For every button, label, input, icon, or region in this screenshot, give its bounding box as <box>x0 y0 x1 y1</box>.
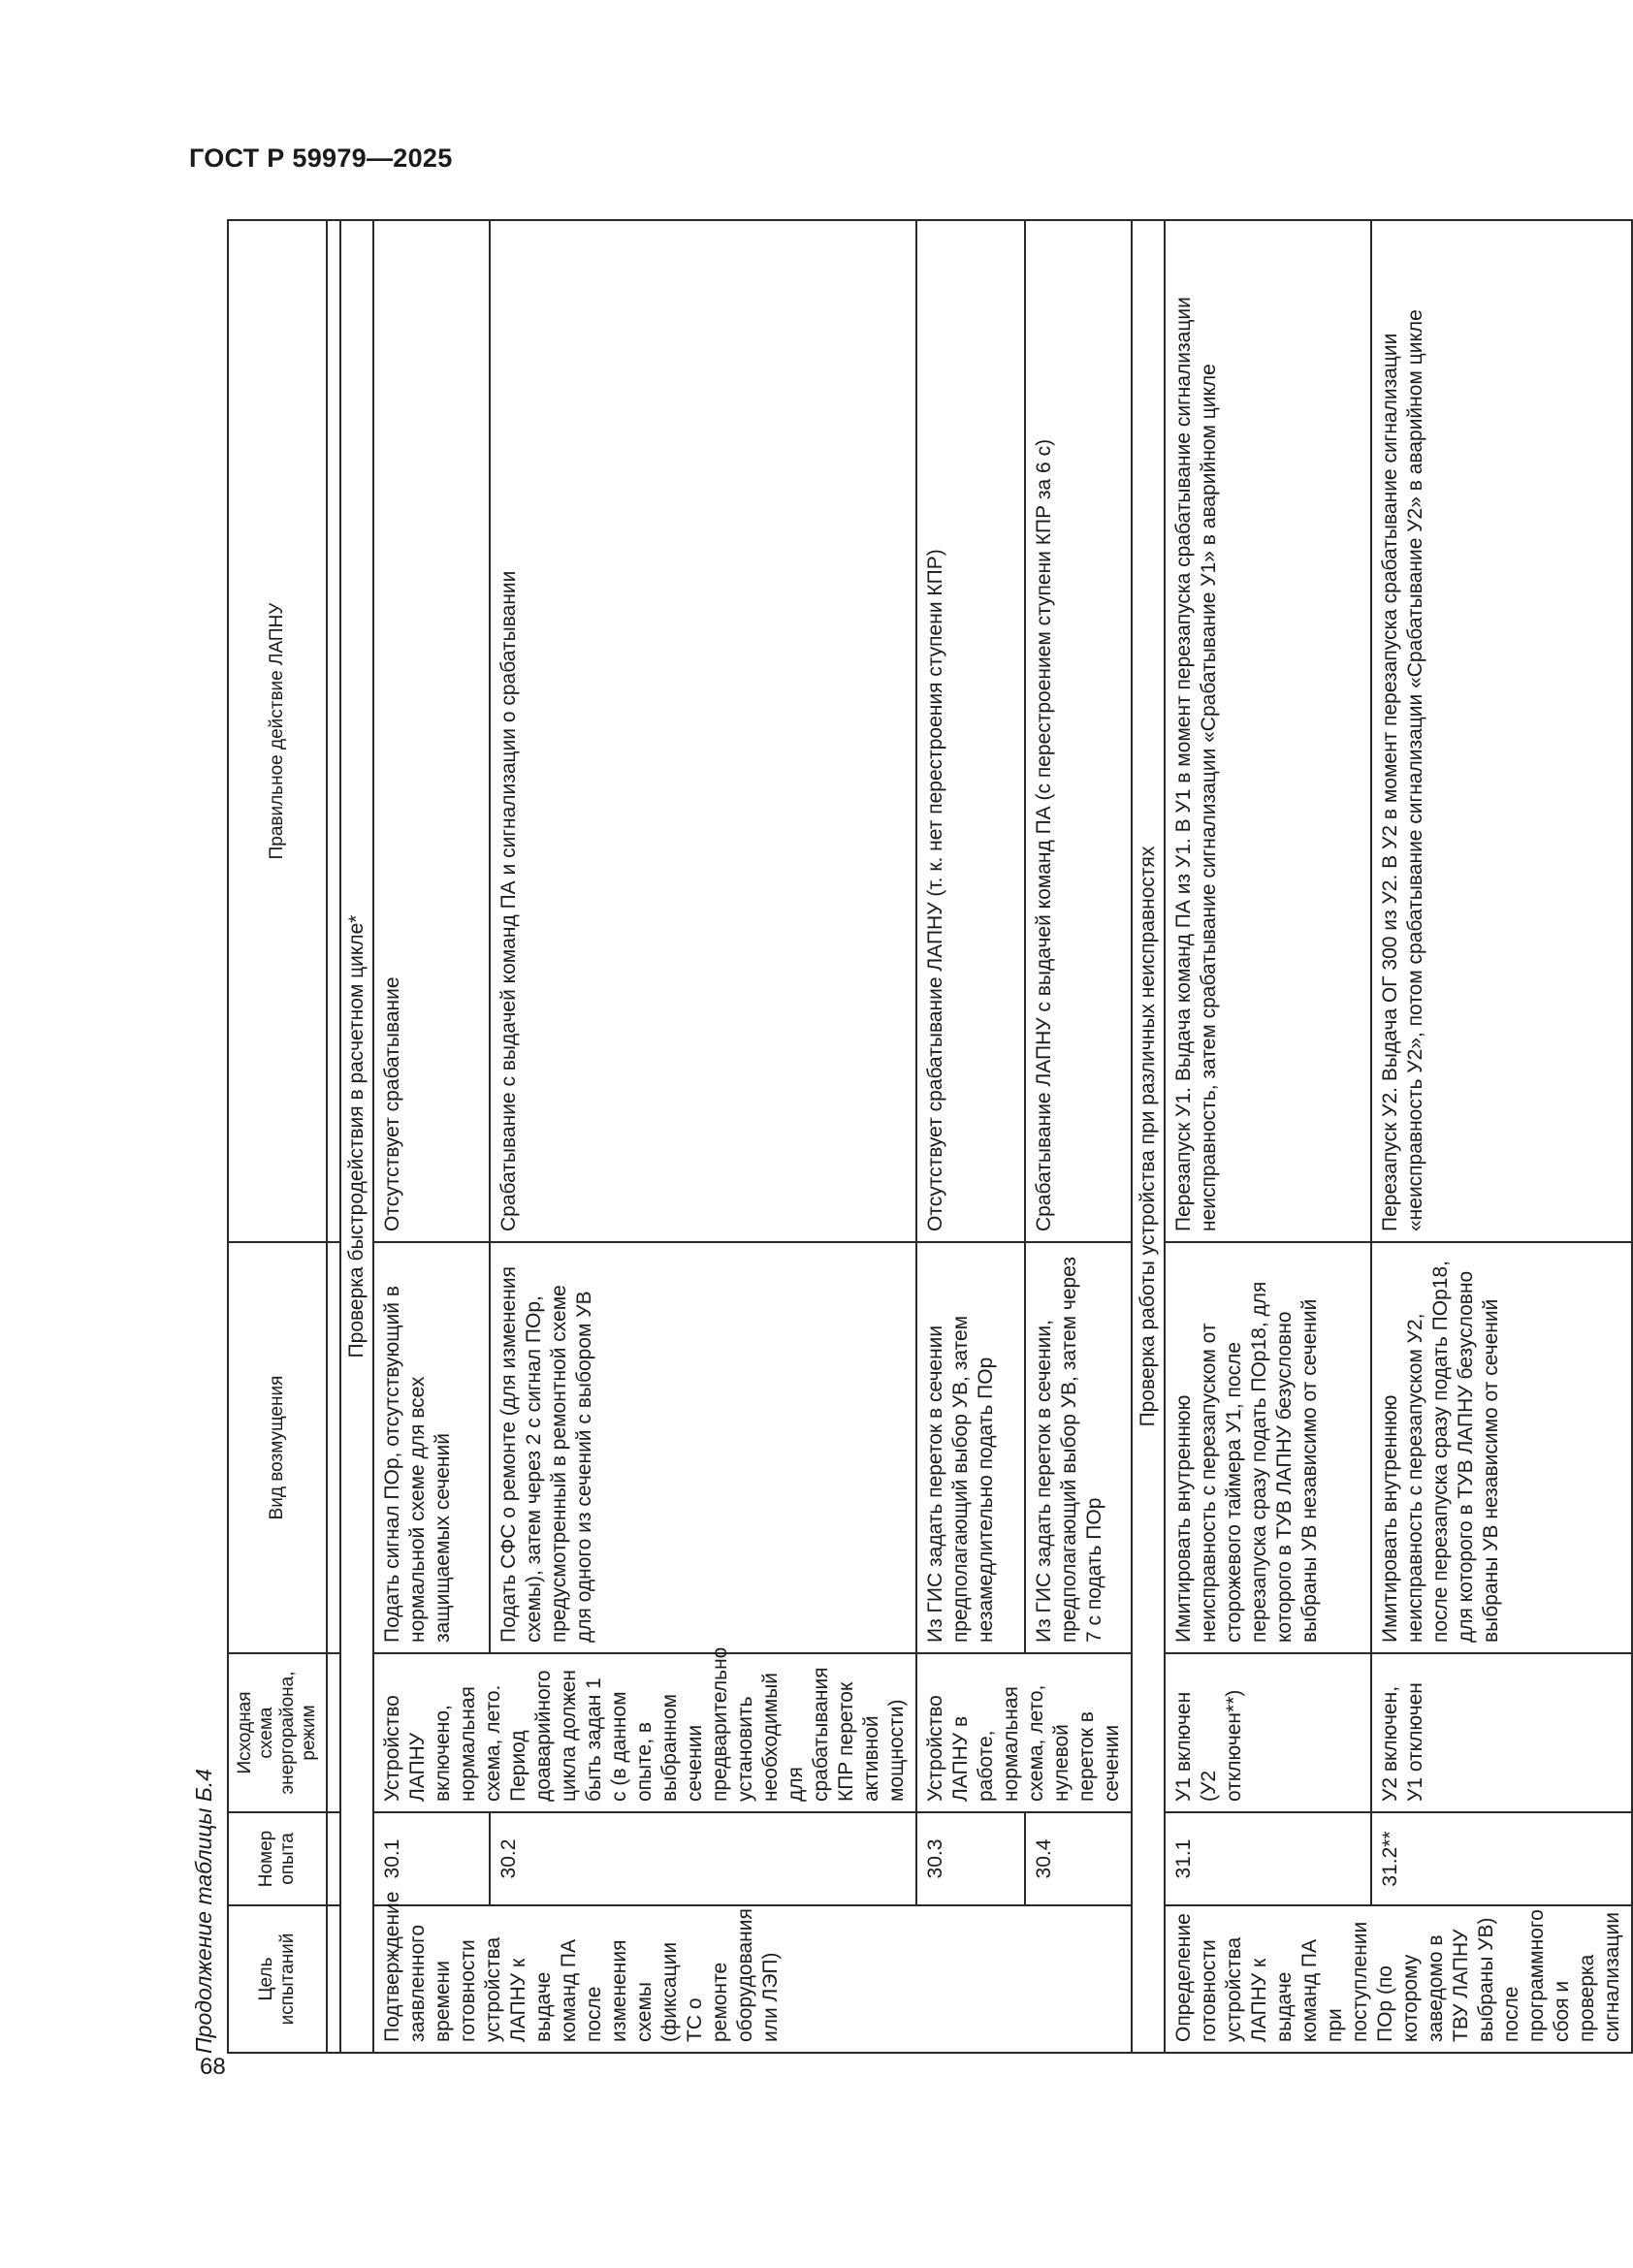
test-number: 30.3 <box>916 1812 1025 1905</box>
test-number: 30.2 <box>490 1812 916 1905</box>
section-title: Проверка работы устройства при различных неисправностях <box>1132 220 1165 2053</box>
col-header-number: Номер опыта <box>228 1812 327 1905</box>
spacer-cell <box>327 1242 340 1653</box>
table-row <box>1165 220 1371 2053</box>
col-header-action: Правильное действие ЛАПНУ <box>228 220 327 1242</box>
spacer-cell <box>327 1905 340 2053</box>
col-header-goal: Цель испытаний <box>228 1905 327 2053</box>
action-cell: Отсутствует срабатывание ЛАПНУ (т. к. нет перестроения ступени КПР) <box>916 220 1025 1242</box>
test-table <box>227 219 1633 2054</box>
section-row-faults <box>1132 220 1165 2053</box>
spacer-cell <box>327 220 340 1242</box>
section-row-speed <box>340 220 373 2053</box>
impact-cell: Подать СФС о ремонте (для изменения схемы), затем через 2 с сигнал ПОр, предусмотренный в ремонтной схеме для одного из сечений с выбором УВ <box>490 1242 916 1653</box>
action-cell: Срабатывание с выдачей команд ПА и сигнализации о срабатывании <box>490 220 916 1242</box>
impact-cell: Имитировать внутреннюю неисправность с перезапуском от сторожевого таймера У1, после перезапуска сразу подать ПОр18, для которого в ТУВ ЛАПНУ безусловно выбраны УВ независимо от сечений <box>1165 1242 1371 1653</box>
test-number: 31.1 <box>1165 1812 1371 1905</box>
goal-cell: Подтверждение заявленного времени готовности устройства ЛАПНУ к выдаче команд ПА после изменения схемы (фиксации ТС о ремонте оборудования или ЛЭП) <box>373 1905 1132 2053</box>
table-header-row <box>228 220 327 2053</box>
action-cell: Перезапуск У2. Выдача ОГ 300 из У2. В У2 в момент перезапуска срабатывание сигнализации «неисправность У2», потом срабатывание сигнализации «Срабатывание У2» в аварийном цикле <box>1371 220 1632 1242</box>
table-row <box>916 220 1025 2053</box>
col-header-impact: Вид возмущения <box>228 1242 327 1653</box>
scheme-cell: Устройство ЛАПНУ в работе, нормальная схема, лето, нулевой переток в сечении <box>916 1653 1132 1812</box>
action-cell: Отсутствует срабатывание <box>373 220 490 1242</box>
impact-cell: Из ГИС задать переток в сечении, предполагающий выбор УВ, затем через 7 с подать ПОр <box>1025 1242 1132 1653</box>
test-number: 31.2** <box>1371 1812 1632 1905</box>
col-header-scheme: Исходная схема энергорайона, режим <box>228 1653 327 1812</box>
impact-cell: Имитировать внутреннюю неисправность с перезапуском У2, после перезапуска сразу подать ПОр18, для которого в ТУВ ЛАПНУ безусловно выбраны УВ независимо от сечений <box>1371 1242 1632 1653</box>
rotated-table-page <box>184 221 1623 2054</box>
table-row <box>1371 220 1632 2053</box>
document-header: ГОСТ Р 59979—2025 <box>189 144 453 173</box>
header-spacer-row <box>327 220 340 2053</box>
scheme-cell: У1 включен (У2 отключен**) <box>1165 1653 1371 1812</box>
goal-cell: Определение готовности устройства ЛАПНУ к выдаче команд ПА при поступлении ПОр (по которому заведомо в ТВУ ЛАПНУ выбраны УВ) после программного сбоя и проверка сигнализации <box>1165 1905 1632 2053</box>
page-number: 68 <box>200 2054 226 2080</box>
table-caption: Продолжение таблицы Б.4 <box>191 1769 216 2054</box>
action-cell: Перезапуск У1. Выдача команд ПА из У1. В У1 в момент перезапуска срабатывание сигнализации неисправность, затем срабатывание сигнализации «Срабатывание У1» в аварийном цикле <box>1165 220 1371 1242</box>
impact-cell: Из ГИС задать переток в сечении предполагающий выбор УВ, затем незамедлительно подать ПОр <box>916 1242 1025 1653</box>
action-cell: Срабатывание ЛАПНУ с выдачей команд ПА (с перестроением ступени КПР за 6 с) <box>1025 220 1132 1242</box>
scheme-cell: Устройство ЛАПНУ включено, нормальная схема, лето. Период доаварийного цикла должен быть задан 1 с (в данном опыте, в выбранном сечении предварительно установить необходимый для срабатывания КПР переток активной мощности) <box>373 1653 916 1812</box>
scheme-cell: У2 включен, У1 отключен <box>1371 1653 1632 1812</box>
impact-cell: Подать сигнал ПОр, отсутствующий в нормальной схеме для всех защищаемых сечений <box>373 1242 490 1653</box>
test-number: 30.4 <box>1025 1812 1132 1905</box>
spacer-cell <box>327 1653 340 1812</box>
section-title: Проверка быстродействия в расчетном цикле* <box>340 220 373 2053</box>
test-number: 30.1 <box>373 1812 490 1905</box>
table-row <box>373 220 490 2053</box>
spacer-cell <box>327 1812 340 1905</box>
